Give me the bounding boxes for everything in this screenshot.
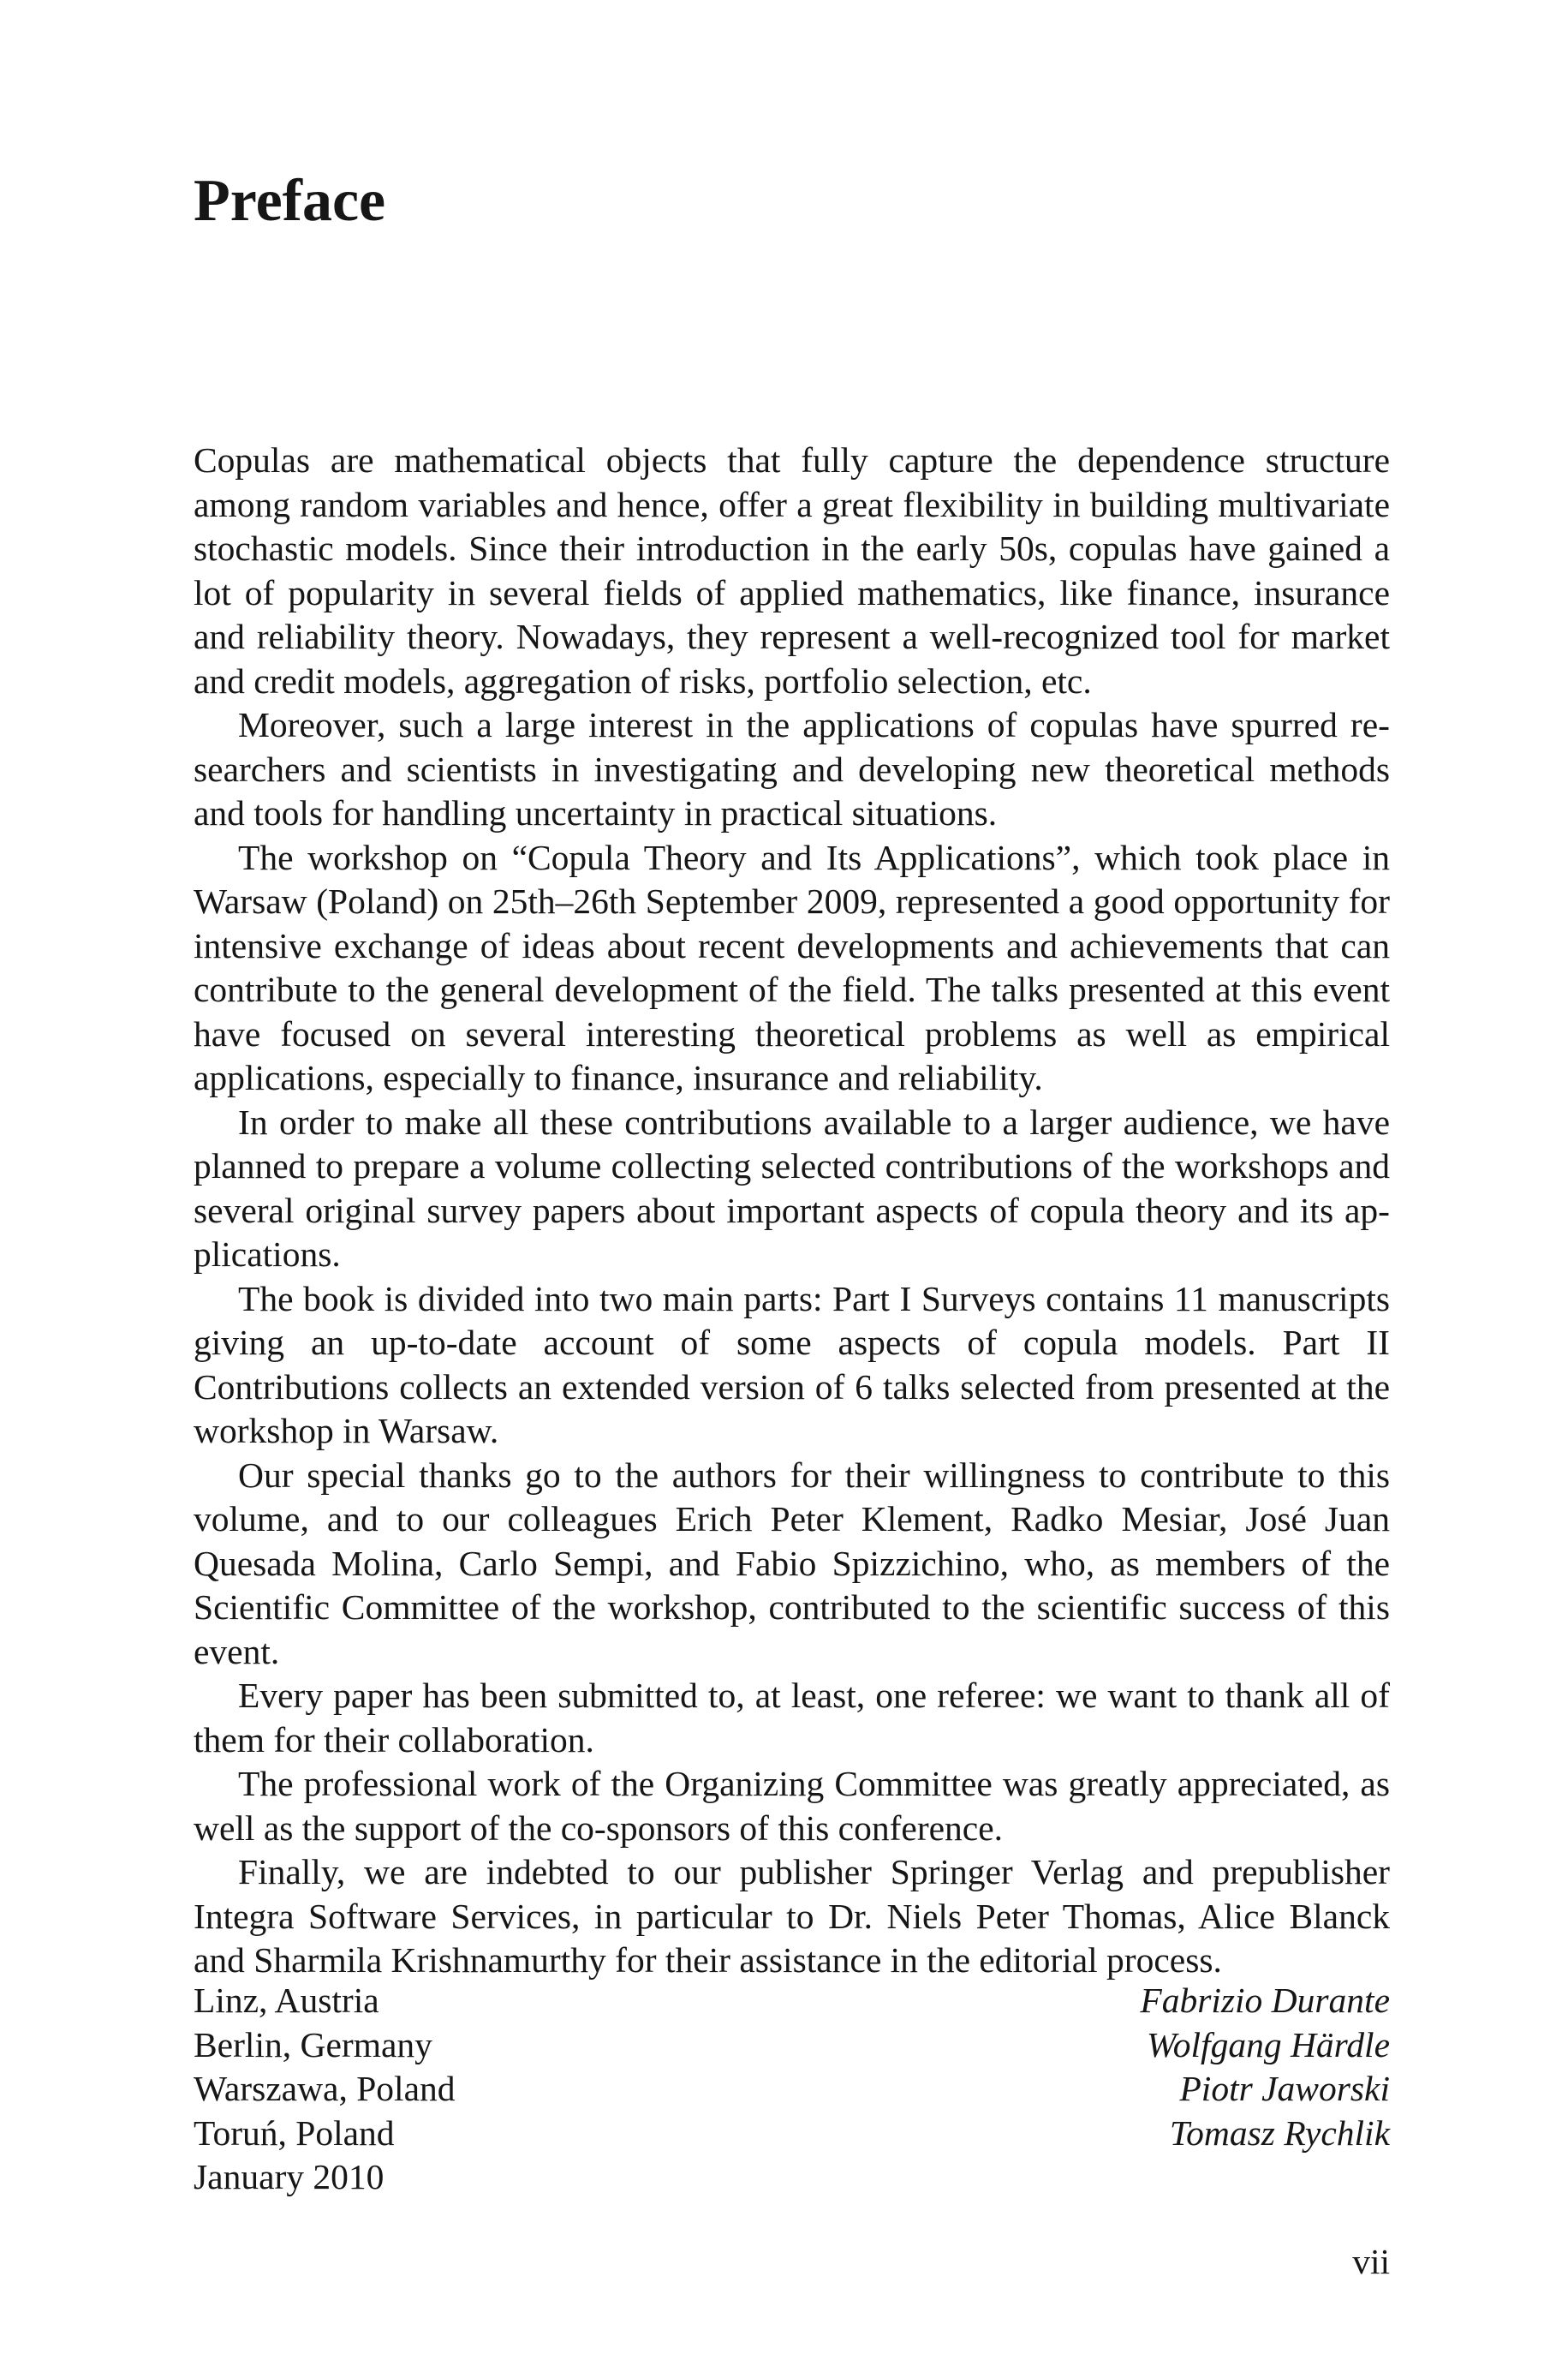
places-list xyxy=(194,1979,456,2200)
author-name: Wolfgang Härdle xyxy=(1147,2024,1390,2064)
place-line: Warszawa, Poland xyxy=(194,2069,456,2108)
paragraph: The workshop on “Copula Theory and Its Applications”, which took place in Warsaw (Poland) on 25th–26th September 2009, represented a good opportunity for intensive exchange of ideas about recent developments and achievements that can contribute to the general development of the field. The talks presented at this event have focused on several interesting theoretical problems as well as empirical applications, especially to finance, insurance and reliability. xyxy=(194,837,1390,1097)
authors-list xyxy=(1140,1979,1390,2155)
paragraph: Moreover, such a large interest in the applications of copulas have spurred researchers and scientists in investigating and developing new theoretical methods and tools for handling uncertainty in practical situations. xyxy=(194,705,1390,833)
place-line: Toruń, Poland xyxy=(194,2112,395,2153)
preface-body xyxy=(194,439,1390,1983)
page-number: vii xyxy=(1352,2242,1390,2281)
paragraph: Finally, we are indebted to our publisher Springer Verlag and prepublisher Integra Software Services, in particular to Dr. Niels Peter Thomas, Alice Blanck and Sharmila Krishnamurthy for their assistance in the editorial process. xyxy=(194,1852,1390,1980)
author-name: Piotr Jaworski xyxy=(1179,2069,1390,2108)
paragraph: The book is divided into two main parts: Part I Surveys contains 11 manuscripts giving an up-to-date account of some aspects of copula models. Part II Contributions collects an extended version of 6 talks selected from presented at the workshop in Warsaw. xyxy=(194,1278,1390,1450)
author-name: Fabrizio Durante xyxy=(1140,1981,1390,2020)
paragraph: Every paper has been submitted to, at least, one referee: we want to thank all of them for their collaboration. xyxy=(194,1676,1390,1760)
place-line: Berlin, Germany xyxy=(194,2024,432,2064)
date-line: January 2010 xyxy=(194,2157,385,2196)
paragraph: In order to make all these contributions available to a larger audience, we have planned to prepare a volume collecting selected contributions of the workshops and several original survey papers about important aspects of copula theory and its applications. xyxy=(194,1102,1390,1274)
page-title: Preface xyxy=(194,168,386,234)
paragraph: The professional work of the Organizing Committee was greatly appreciated, as well as the support of the co-sponsors of this conference. xyxy=(194,1764,1390,1848)
author-name: Tomasz Rychlik xyxy=(1169,2112,1390,2153)
place-line: Linz, Austria xyxy=(194,1981,379,2020)
paragraph: Our special thanks go to the authors for their willingness to contribute to this volume, and to our colleagues Erich Peter Klement, Radko Mesiar, José Juan Quesada Molina, Carlo Sempi, and Fabio Spizzichino, who, as members of the Scientific Committee of the workshop, contributed to the scientific success of this event. xyxy=(194,1455,1390,1671)
paragraph: Copulas are mathematical objects that fully capture the dependence structure among random variables and hence, offer a great flexibility in building multivariate stochastic models. Since their introduction in the early 50s, copulas have gained a lot of popularity in several fields of applied mathematics, like finance, insurance and reliability theory. Nowadays, they represent a well-recognized tool for market and credit models, aggregation of risks, portfolio selection, etc. xyxy=(194,440,1390,701)
